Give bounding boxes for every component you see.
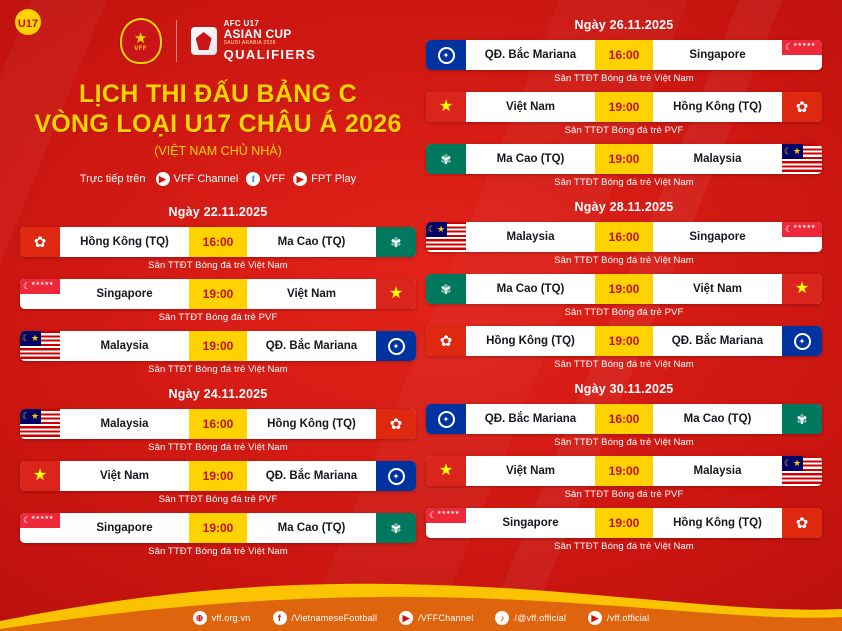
match-item[interactable] — [20, 461, 416, 505]
match-time: 19:00 — [595, 144, 653, 174]
footer-link-facebook[interactable] — [273, 611, 378, 625]
match-item[interactable] — [426, 508, 822, 552]
day-group — [20, 387, 416, 557]
home-team-name: Malaysia — [60, 331, 189, 361]
match-time: 19:00 — [189, 279, 247, 309]
away-team-name: QĐ. Bắc Mariana — [653, 326, 782, 356]
home-team-name: Malaysia — [60, 409, 189, 439]
away-team-name: Singapore — [653, 40, 782, 70]
match-venue: Sân TTĐT Bóng đá trẻ PVF — [564, 307, 684, 318]
match-venue: Sân TTĐT Bóng đá trẻ PVF — [564, 125, 684, 136]
away-flag: ✦ — [782, 326, 822, 356]
home-team-name: Việt Nam — [60, 461, 189, 491]
page-title-line-2: VÒNG LOẠI U17 CHÂU Á 2026 — [34, 109, 402, 138]
home-team-name: QĐ. Bắc Mariana — [466, 404, 595, 434]
match-venue: Sân TTĐT Bóng đá trẻ Việt Nam — [148, 442, 288, 453]
afc-line-2: ASIAN CUP — [223, 27, 292, 42]
match-item[interactable] — [426, 222, 822, 266]
match-time: 16:00 — [189, 227, 247, 257]
home-team-name: Malaysia — [466, 222, 595, 252]
away-flag: ✿ — [782, 508, 822, 538]
home-flag: ✾ — [426, 274, 466, 304]
broadcast-bar — [18, 172, 418, 186]
match-venue: Sân TTĐT Bóng đá trẻ Việt Nam — [554, 437, 694, 448]
away-team-name: QĐ. Bắc Mariana — [247, 461, 376, 491]
day-title: Ngày 24.11.2025 — [168, 387, 268, 401]
match-venue: Sân TTĐT Bóng đá trẻ PVF — [158, 312, 278, 323]
match-venue: Sân TTĐT Bóng đá trẻ Việt Nam — [148, 546, 288, 557]
logos-row — [18, 18, 418, 64]
away-team-name: Hồng Kông (TQ) — [653, 92, 782, 122]
afc-line-3: SAUDI ARABIA 2026 — [223, 40, 276, 47]
match-time: 16:00 — [595, 222, 653, 252]
match-item[interactable] — [20, 227, 416, 271]
day-title: Ngày 22.11.2025 — [168, 205, 268, 219]
match-time: 19:00 — [189, 461, 247, 491]
home-flag: ★ — [20, 461, 60, 491]
away-flag: ☾ ★ — [782, 144, 822, 174]
day-title: Ngày 28.11.2025 — [574, 200, 674, 214]
footer-link-threads[interactable] — [588, 611, 649, 625]
tiktok-icon: ♪ — [495, 611, 509, 625]
match-item[interactable] — [426, 456, 822, 500]
broadcast-channel-youtube[interactable] — [156, 172, 239, 186]
logo-divider — [176, 20, 177, 62]
match-venue: Sân TTĐT Bóng đá trẻ PVF — [564, 489, 684, 500]
home-flag: ☾ ★★★★★ — [20, 513, 60, 543]
match-venue: Sân TTĐT Bóng đá trẻ Việt Nam — [148, 364, 288, 375]
away-team-name: Hồng Kông (TQ) — [653, 508, 782, 538]
footer-link-website[interactable] — [193, 611, 251, 625]
match-item[interactable] — [20, 513, 416, 557]
home-flag: ✾ — [426, 144, 466, 174]
match-time: 19:00 — [595, 456, 653, 486]
broadcast-channel-fptplay-label: FPT Play — [311, 173, 357, 185]
match-venue: Sân TTĐT Bóng đá trẻ Việt Nam — [554, 255, 694, 266]
home-flag: ★ — [426, 456, 466, 486]
away-team-name: Malaysia — [653, 456, 782, 486]
footer-link-website-label: vff.org.vn — [211, 613, 251, 623]
home-flag: ✿ — [20, 227, 60, 257]
match-item[interactable] — [20, 331, 416, 375]
day-group — [20, 205, 416, 375]
home-team-name: Hồng Kông (TQ) — [466, 326, 595, 356]
match-venue: Sân TTĐT Bóng đá trẻ Việt Nam — [554, 541, 694, 552]
away-flag: ✾ — [376, 513, 416, 543]
poster-header — [18, 18, 418, 186]
away-flag: ☾ ★★★★★ — [782, 222, 822, 252]
away-flag: ✦ — [376, 461, 416, 491]
globe-icon: ⊕ — [193, 611, 207, 625]
away-team-name: Ma Cao (TQ) — [247, 513, 376, 543]
broadcast-channel-fptplay[interactable] — [293, 172, 356, 186]
match-time: 16:00 — [595, 404, 653, 434]
home-team-name: Ma Cao (TQ) — [466, 274, 595, 304]
match-time: 19:00 — [595, 326, 653, 356]
match-time: 19:00 — [189, 513, 247, 543]
broadcast-channel-youtube-label: VFF Channel — [173, 173, 239, 185]
match-venue: Sân TTĐT Bóng đá trẻ Việt Nam — [148, 260, 288, 271]
broadcast-channel-facebook-label: VFF — [264, 173, 286, 185]
match-venue: Sân TTĐT Bóng đá trẻ Việt Nam — [554, 359, 694, 370]
fpt-play-icon: ▶ — [293, 172, 307, 186]
home-team-name: Hồng Kông (TQ) — [60, 227, 189, 257]
vff-logo-icon — [120, 18, 162, 64]
match-time: 19:00 — [595, 92, 653, 122]
page-subtitle: (VIỆT NAM CHỦ NHÀ) — [154, 144, 282, 158]
match-item[interactable] — [426, 40, 822, 84]
match-item[interactable] — [20, 409, 416, 453]
home-team-name: Ma Cao (TQ) — [466, 144, 595, 174]
footer-link-tiktok-label: /@vff.official — [514, 613, 567, 623]
away-team-name: Việt Nam — [653, 274, 782, 304]
footer-link-facebook-label: /VietnameseFootball — [291, 613, 378, 623]
match-item[interactable] — [426, 274, 822, 318]
away-flag: ☾ ★ — [782, 456, 822, 486]
home-team-name: Singapore — [466, 508, 595, 538]
day-group — [426, 382, 822, 552]
facebook-icon: f — [246, 172, 260, 186]
day-group — [426, 18, 822, 188]
home-flag: ☾ ★★★★★ — [20, 279, 60, 309]
home-flag: ★ — [426, 92, 466, 122]
broadcast-channel-facebook[interactable] — [246, 172, 285, 186]
away-team-name: Malaysia — [653, 144, 782, 174]
home-flag: ☾ ★ — [20, 409, 60, 439]
afc-line-4: QUALIFIERS — [223, 47, 317, 63]
away-flag: ✾ — [376, 227, 416, 257]
home-flag: ☾ ★ — [20, 331, 60, 361]
page-title-line-1: LỊCH THI ĐẤU BẢNG C — [79, 80, 357, 108]
home-team-name: QĐ. Bắc Mariana — [466, 40, 595, 70]
home-team-name: Singapore — [60, 279, 189, 309]
match-item[interactable] — [426, 144, 822, 188]
away-flag: ✦ — [376, 331, 416, 361]
youtube-icon: ▶ — [156, 172, 170, 186]
home-flag: ☾ ★ — [426, 222, 466, 252]
away-flag: ☾ ★★★★★ — [782, 40, 822, 70]
footer-link-threads-label: /vff.official — [607, 613, 650, 623]
match-item[interactable] — [426, 326, 822, 370]
footer-link-tiktok[interactable] — [495, 611, 566, 625]
home-flag: ☾ ★★★★★ — [426, 508, 466, 538]
match-venue: Sân TTĐT Bóng đá trẻ Việt Nam — [554, 177, 694, 188]
away-team-name: Hồng Kông (TQ) — [247, 409, 376, 439]
afc-line-1: AFC U17 — [223, 18, 260, 28]
footer-link-youtube[interactable] — [399, 611, 473, 625]
home-team-name: Việt Nam — [466, 92, 595, 122]
away-team-name: Ma Cao (TQ) — [247, 227, 376, 257]
home-flag: ✦ — [426, 40, 466, 70]
afc-competition-logo — [191, 20, 317, 63]
afc-trophy-icon — [191, 27, 217, 55]
schedule-column-right — [426, 18, 822, 564]
match-item[interactable] — [426, 404, 822, 448]
broadcast-label: Trực tiếp trên — [79, 173, 146, 185]
match-time: 19:00 — [595, 508, 653, 538]
away-team-name: QĐ. Bắc Mariana — [247, 331, 376, 361]
match-time: 19:00 — [189, 331, 247, 361]
vff-star-icon: ★ — [133, 29, 148, 47]
youtube-icon: ▶ — [399, 611, 413, 625]
day-title: Ngày 30.11.2025 — [574, 382, 674, 396]
away-flag: ★ — [376, 279, 416, 309]
home-flag: ✦ — [426, 404, 466, 434]
facebook-icon: f — [273, 611, 287, 625]
away-team-name: Ma Cao (TQ) — [653, 404, 782, 434]
home-team-name: Việt Nam — [466, 456, 595, 486]
match-time: 19:00 — [595, 274, 653, 304]
away-flag: ★ — [782, 274, 822, 304]
schedule-column-left — [20, 205, 416, 569]
match-venue: Sân TTĐT Bóng đá trẻ Việt Nam — [554, 73, 694, 84]
match-time: 16:00 — [595, 40, 653, 70]
day-title: Ngày 26.11.2025 — [574, 18, 674, 32]
away-flag: ✿ — [782, 92, 822, 122]
vff-logo-text: VFF — [134, 45, 148, 52]
home-team-name: Singapore — [60, 513, 189, 543]
home-flag: ✿ — [426, 326, 466, 356]
match-item[interactable] — [426, 92, 822, 136]
match-time: 16:00 — [189, 409, 247, 439]
match-item[interactable] — [20, 279, 416, 323]
match-venue: Sân TTĐT Bóng đá trẻ PVF — [158, 494, 278, 505]
threads-icon: ▶ — [588, 611, 602, 625]
away-flag: ✾ — [782, 404, 822, 434]
svg-text:U17: U17 — [17, 18, 39, 30]
away-flag: ✿ — [376, 409, 416, 439]
away-team-name: Việt Nam — [247, 279, 376, 309]
day-group — [426, 200, 822, 370]
footer-social-bar — [0, 611, 842, 625]
footer-link-youtube-label: /VFFChannel — [418, 613, 474, 623]
away-team-name: Singapore — [653, 222, 782, 252]
